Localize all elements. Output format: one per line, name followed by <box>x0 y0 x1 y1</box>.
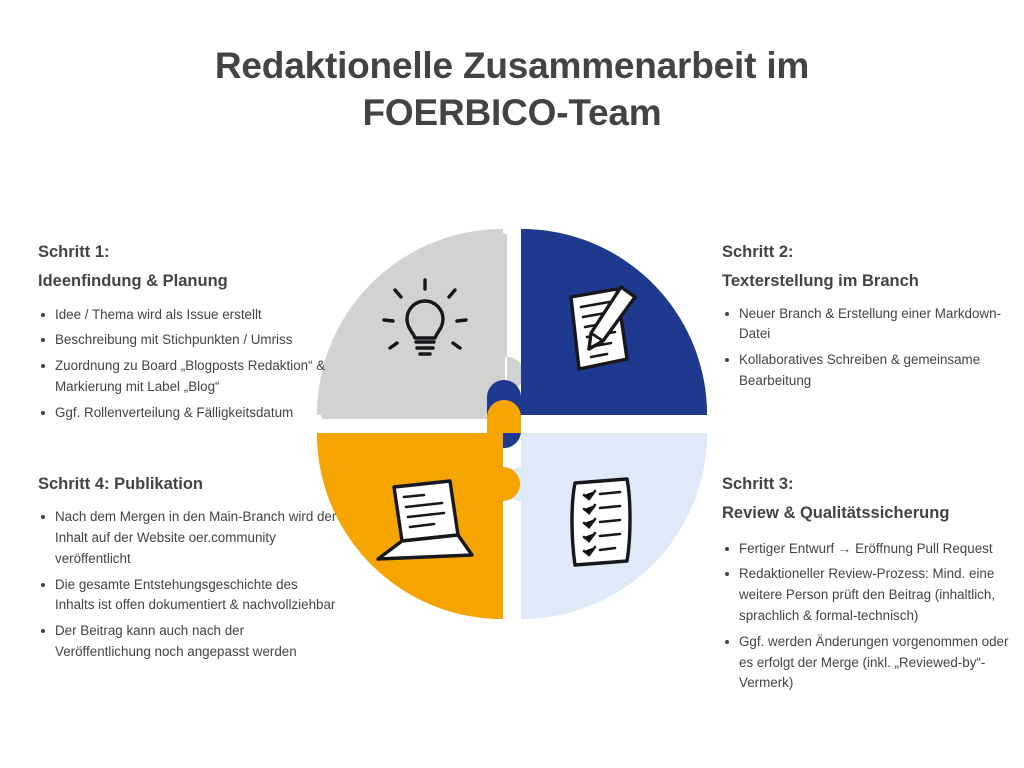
step-4-bullet-list <box>38 507 338 662</box>
step-1-heading <box>38 238 338 297</box>
page-title-line-1: Redaktionelle Zusammenarbeit im <box>214 45 810 86</box>
list-item: Kollaboratives Schreiben & gemeinsame Bearbeitung <box>722 350 1022 392</box>
step-block-4 <box>38 470 338 668</box>
list-item: Ggf. Rollenverteilung & Fälligkeitsdatum <box>38 403 338 424</box>
list-item: Neuer Branch & Erstellung einer Markdown-Datei <box>722 304 1022 346</box>
step-3-heading-line-1: Schritt 3: <box>722 475 794 493</box>
document-checklist-icon <box>572 479 630 565</box>
list-item: Ggf. werden Änderungen vorgenommen oder es erfolgt der Merge (inkl. „Reviewed-by“-Vermerk) <box>722 632 1022 694</box>
list-item: Der Beitrag kann auch nach der Veröffentlichung noch angepasst werden <box>38 621 338 663</box>
step-2-heading <box>722 238 1022 297</box>
page-title <box>0 42 1024 137</box>
page-title-line-2: FOERBICO-Team <box>362 92 662 134</box>
step-1-heading-line-2: Ideenfindung & Planung <box>38 272 228 291</box>
list-item: Beschreibung mit Stichpunkten / Umriss <box>38 330 338 351</box>
step-1-heading-line-1: Schritt 1: <box>38 243 110 261</box>
list-item: Nach dem Mergen in den Main-Branch wird der Inhalt auf der Website oer.community veröffentlicht <box>38 507 338 569</box>
step-3-heading <box>722 470 1022 529</box>
step-1-bullet-list <box>38 305 338 424</box>
list-item: Zuordnung zu Board „Blogposts Redaktion“ & Markierung mit Label „Blog“ <box>38 356 338 398</box>
step-3-heading-line-2: Review & Qualitätssicherung <box>722 504 950 523</box>
step-2-bullet-list <box>722 304 1022 392</box>
puzzle-diagram <box>317 229 707 619</box>
step-block-3 <box>722 470 1022 699</box>
step-4-heading <box>38 470 338 499</box>
list-item: Idee / Thema wird als Issue erstellt <box>38 305 338 326</box>
list-item: Die gesamte Entstehungsgeschichte des Inhalts ist offen dokumentiert & nachvollziehbar <box>38 575 338 617</box>
step-2-heading-line-1: Schritt 2: <box>722 243 794 261</box>
list-item: Fertiger Entwurf → Eröffnung Pull Request <box>722 539 1022 560</box>
step-3-bullet-list <box>722 539 1022 694</box>
step-block-2 <box>722 238 1022 397</box>
step-2-heading-line-2: Texterstellung im Branch <box>722 272 919 291</box>
step-block-1 <box>38 238 338 429</box>
step-4-heading-line-1: Schritt 4: Publikation <box>38 475 204 493</box>
list-item: Redaktioneller Review-Prozess: Mind. eine weitere Person prüft den Beitrag (inhaltlich, sprachlich & formal-technisch) <box>722 564 1022 626</box>
